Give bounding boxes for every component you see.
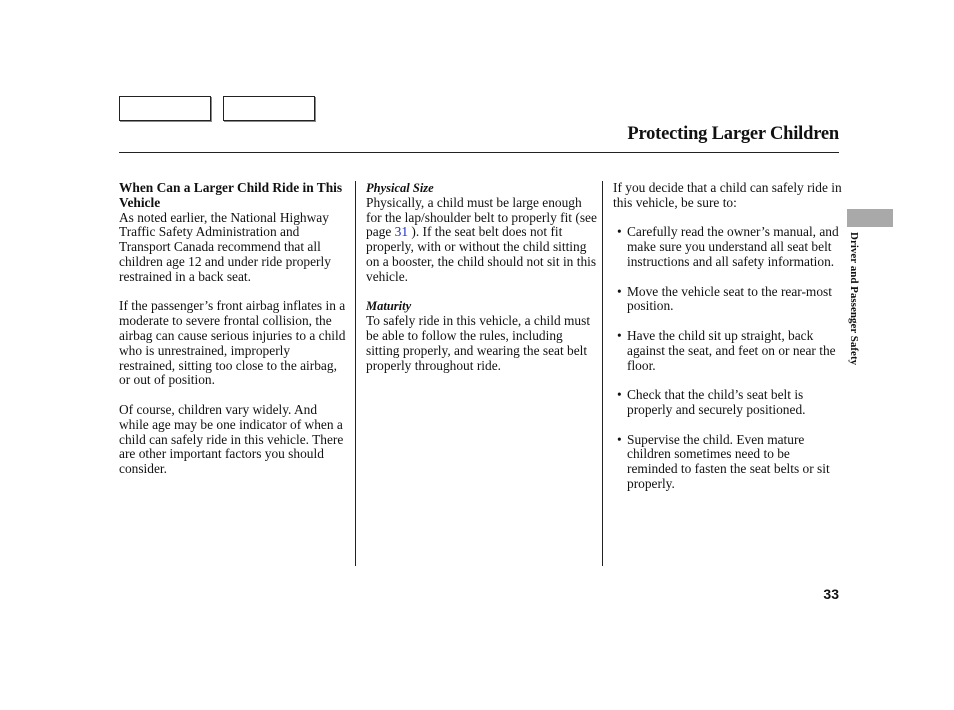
paragraph: If the passenger’s front airbag inflates in a moderate to severe frontal collision, the airbag can cause serious injuries to a child who is unrestrained, improperly restrained, sitting too close to the airbag, or out of position.	[119, 298, 346, 388]
list-item: • Supervise the child. Even mature children sometimes need to be reminded to fasten the seat belts or sit properly.	[613, 433, 843, 492]
subheading-physical-size: Physical Size	[366, 181, 434, 195]
page-link[interactable]: 31	[394, 224, 409, 240]
list-item: • Check that the child’s seat belt is properly and securely positioned.	[613, 388, 843, 418]
list-item: • Carefully read the owner’s manual, and make sure you understand all seat belt instructions and all safety information.	[613, 225, 843, 269]
paragraph: Of course, children vary widely. And while age may be one indicator of when a child can safely ride in this vehicle. There are other important factors you should consider.	[119, 401, 344, 477]
page-title: Protecting Larger Children	[627, 124, 839, 144]
page-number: 33	[823, 586, 839, 602]
list-spacer	[613, 373, 843, 388]
section-heading: When Can a Larger Child Ride in This Vehicle	[119, 180, 343, 210]
checklist	[613, 225, 843, 491]
list-spacer	[613, 270, 843, 285]
list-spacer	[613, 314, 843, 329]
text: ). If the seat belt does not fit properly, with or without the child sitting on a booster, the child should not sit in this vehicle.	[366, 224, 597, 284]
paragraph-maturity: To safely ride in this vehicle, a child must be able to follow the rules, including sitting properly, and wearing the seat belt properly throughout ride.	[366, 313, 591, 373]
column-divider	[355, 181, 356, 566]
title-rule	[119, 152, 839, 153]
text: Physically, a child must be large enough for the lap/shoulder belt to properly fit (see page	[366, 194, 597, 240]
section-tab-label	[846, 232, 864, 392]
intro-text: If you decide that a child can safely ride in this vehicle, be sure to:	[613, 180, 842, 210]
column-left	[119, 181, 347, 477]
nav-button-next[interactable]	[223, 96, 315, 121]
list-item: • Have the child sit up straight, back against the seat, and feet on or near the floor.	[613, 329, 843, 373]
column-divider	[602, 181, 603, 566]
nav-button-previous[interactable]	[119, 96, 211, 121]
column-right	[613, 181, 843, 492]
column-middle	[366, 181, 598, 373]
section-tab[interactable]	[847, 209, 893, 227]
subheading-maturity: Maturity	[366, 299, 412, 314]
paragraph: As noted earlier, the National Highway Traffic Safety Administration and Transport Canada recommend that all children age 12 and under ride properly restrained in a back seat.	[119, 209, 331, 284]
list-item: • Move the vehicle seat to the rear-most position.	[613, 285, 843, 315]
list-spacer	[613, 418, 843, 433]
section-tab-text: Driver and Passenger Safety	[848, 232, 860, 366]
paragraph-physical-size	[366, 196, 598, 285]
